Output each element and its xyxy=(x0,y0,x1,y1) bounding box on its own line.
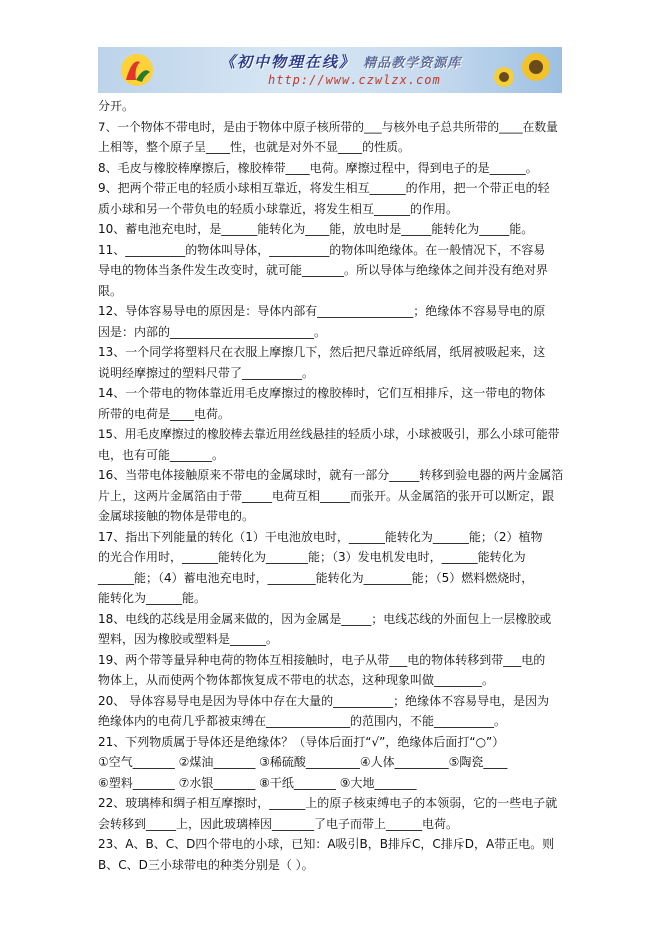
text-line: 绝缘体内的电荷几乎都被束缚在______________的范围内，不能__________。 xyxy=(98,714,507,728)
text-line: 塑料，因为橡胶或塑料是______。 xyxy=(98,632,279,646)
text-line: 上相等，整个原子呈____性，也就是对外不显____的性质。 xyxy=(98,140,411,154)
text-line: 20、 导体容易导电是因为导体中存在大量的__________；绝缘体不容易导电，是因为 xyxy=(98,693,550,708)
site-logo-icon xyxy=(118,52,156,88)
text-line: 电，也有可能_______。 xyxy=(98,447,225,462)
text-line: 会转移到_____上，因此玻璃棒因_______了电子而带上______电荷。 xyxy=(98,816,459,831)
text-line: 能转化为______能。 xyxy=(98,591,207,605)
worksheet-body xyxy=(98,96,564,875)
text-line: 18、电线的芯线是用金属来做的，因为金属是_____；电线芯线的外面包上一层橡胶或 xyxy=(98,611,552,626)
text-line: 22、玻璃棒和绸子相互摩擦时，______上的原子核束缚电子的本领弱，它的一些电子就 xyxy=(98,796,558,810)
text-line: 金属球接触的物体是带电的。 xyxy=(98,509,255,523)
text-line: 13、一个同学将塑料尺在衣服上摩擦几下，然后把尺靠近碎纸屑，纸屑被吸起来，这 xyxy=(98,345,546,359)
text-line: 物体上，从而使两个物体都恢复成不带电的状态，这种现象叫做________。 xyxy=(98,673,495,687)
site-url[interactable]: http://www.czwlzx.com xyxy=(268,73,441,87)
text-line: 质小球和另一个带负电的轻质小球靠近，将发生相互______的作用。 xyxy=(98,201,459,216)
header-banner xyxy=(98,47,562,93)
text-line: 的光合作用时，______能转化为_______能；（3）发电机发电时，______能转化为 xyxy=(98,550,526,564)
text-line: 因是：内部的________________________。 xyxy=(98,324,327,339)
text-line: B、C、D三小球带电的种类分别是（ ）。 xyxy=(98,857,314,872)
text-line: 11、__________的物体叫导体，__________的物体叫绝缘体。在一般情况下，不容易 xyxy=(98,242,546,257)
text-line: 17、指出下列能量的转化（1）干电池放电时，______能转化为______能；（2）植物 xyxy=(98,529,543,544)
text-line: 7、一个物体不带电时，是由于物体中原子核所带的___与核外电子总共所带的____在数量 xyxy=(98,119,558,134)
text-line: 19、两个带等量异种电荷的物体互相接触时，电子从带___电的物体转移到带___电的 xyxy=(98,652,546,667)
text-line: ______能；（4）蓄电池充电时，________能转化为________能；（5）燃料燃烧时， xyxy=(98,570,534,585)
text-line: 23、A、B、C、D四个带电的小球，已知：A吸引B，B排斥C，C排斥D，A带正电。则 xyxy=(98,837,555,851)
text-line: 12、导体容易导电的原因是：导体内部有________________；绝缘体不容易导电的原 xyxy=(98,304,546,318)
text-line: 14、一个带电的物体靠近用毛皮摩擦过的橡胶棒时，它们互相排斥，这一带电的物体 xyxy=(98,386,546,400)
sunflower-decoration-icon xyxy=(486,49,556,91)
text-line: 所带的电荷是____电荷。 xyxy=(98,406,231,421)
text-line: 9、把两个带正电的轻质小球相互靠近，将发生相互______的作用，把一个带正电的轻 xyxy=(98,181,550,195)
text-line: 限。 xyxy=(98,283,123,298)
text-line: 8、毛皮与橡胶棒摩擦后，橡胶棒带____电荷。摩擦过程中，得到电子的是______。 xyxy=(98,160,538,175)
text-line: 16、当带电体接触原来不带电的金属球时，就有一部分_____转移到验电器的两片金属箔 xyxy=(98,468,564,482)
text-line: 10、蓄电池充电时，是______能转化为____能，放电时是_____能转化为_____能。 xyxy=(98,222,534,236)
text-line: 21、下列物质属于导体还是绝缘体？（导体后面打“√”，绝缘体后面打“○”） xyxy=(98,734,505,749)
text-line: ①空气_______ ②煤油_______ ③稀硫酸_________④人体_________⑤陶瓷____ xyxy=(98,755,508,769)
text-line: 15、用毛皮摩擦过的橡胶棒去靠近用丝线悬挂的轻质小球，小球被吸引，那么小球可能带 xyxy=(98,427,560,441)
text-line: ⑥塑料_______ ⑦水银_______ ⑧干纸_______ ⑨大地_______ xyxy=(98,775,417,790)
site-title: 《初中物理在线》 精品教学资源库 xyxy=(220,53,462,71)
text-line: 导电的物体当条件发生改变时，就可能_______。所以导体与绝缘体之间并没有绝对界 xyxy=(98,263,549,277)
text-line: 片上，这两片金属箔由于带_____电荷互相_____而张开。从金属箔的张开可以断定，跟 xyxy=(98,488,555,503)
text-line: 分开。 xyxy=(98,99,135,113)
text-line: 说明经摩擦过的塑料尺带了__________。 xyxy=(98,365,315,380)
